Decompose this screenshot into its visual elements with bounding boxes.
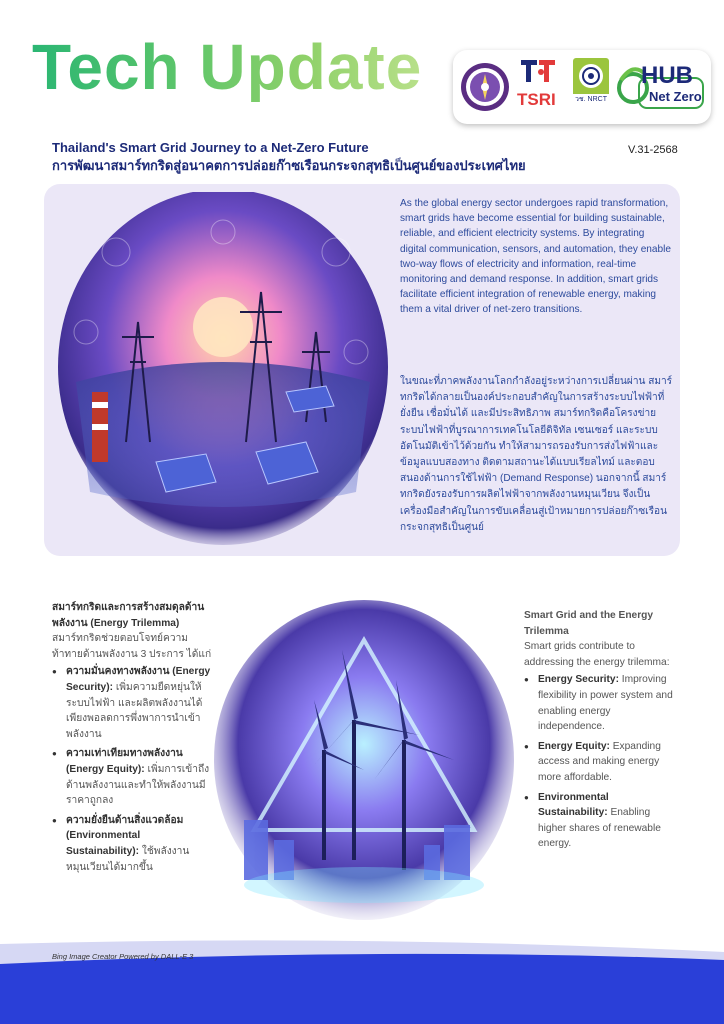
item-text: ใช้พลังงานหมุนเวียนได้มากขึ้น (66, 845, 190, 873)
hub-net-zero-logo (615, 58, 707, 116)
list-item (524, 790, 674, 852)
item-label: Energy Equity: (538, 740, 610, 752)
nrct-logo (573, 58, 609, 116)
version-label: V.31-2568 (628, 144, 678, 156)
section-title-en: Smart Grid and the Energy Trilemma (524, 610, 654, 637)
item-text: เพิ่มการเข้าถึงด้านพลังงานและทำให้พลังงานมีราคาถูกลง (66, 763, 210, 807)
nrct-label: วช. NRCT (573, 94, 609, 117)
list-item (52, 664, 212, 742)
item-text: Enabling higher shares of renewable energy. (538, 807, 661, 850)
page-title: Tech Update (32, 31, 423, 103)
list-item (524, 739, 674, 786)
item-label: ความเท่าเทียมทางพลังงาน (Energy Equity): (66, 748, 183, 775)
trilemma-list-en (524, 672, 674, 852)
list-item (52, 746, 212, 808)
nrct-emblem-icon (573, 58, 609, 94)
item-text: Expanding access and making energy more affordable. (538, 740, 661, 783)
wind-turbine-illustration (214, 600, 514, 920)
item-text: เพิ่มความยืดหยุ่นให้ระบบไฟฟ้า และผลิตพลังงานได้เพียงพอลดการพึ่งพาการนำเข้าพลังงาน (66, 681, 203, 740)
net-zero-label: Net Zero (649, 89, 702, 104)
footer-wave (0, 934, 724, 1024)
section-intro-th: สมาร์ทกริดช่วยตอบโจทย์ความท้าทายด้านพลังงาน 3 ประการ ได้แก่ (52, 633, 212, 660)
partner-logos (453, 50, 711, 124)
section-title-th: สมาร์ทกริดและการสร้างสมดุลด้านพลังงาน (Energy Trilemma) (52, 602, 205, 629)
article-heading-th: การพัฒนาสมาร์ทกริดสู่อนาคตการปล่อยก๊าซเรือนกระจกสุทธิเป็นศูนย์ของประเทศไทย (52, 158, 526, 173)
tsri-label: TSRI (517, 90, 556, 109)
list-item (52, 813, 212, 875)
item-text: Improving flexibility in power system and enabling energy independence. (538, 674, 673, 733)
trilemma-list-th (52, 664, 212, 875)
smart-grid-city-illustration (56, 192, 390, 550)
intro-text-th: ในขณะที่ภาคพลังงานโลกกำลังอยู่ระหว่างการเปลี่ยนผ่าน สมาร์ทกริดได้กลายเป็นองค์ประกอบสำคัญในการสร้างระบบไฟฟ้าที่ยั่งยืน เชื่อมั่นได้ และมีประสิทธิภาพ สมาร์ทกริดคือโครงข่ายระบบไฟฟ้าที่บูรณาการเทคโนโลยีดิจิทัล เซนเซอร์ และระบบอัตโนมัติเข้าไว้ด้วยกัน ทำให้สามารถรองรับการส่งไฟฟ้าและข้อมูลแบบสองทาง ติดตามสถานะได้แบบเรียลไทม์ และตอบสนองด้านการใช้ไฟฟ้า (Demand Response) นอกจากนี้ สมาร์ทกริดยังรองรับการผลิตไฟฟ้าจากพลังงานหมุนเวียน จึงเป็นเครื่องมือสำคัญในการขับเคลื่อนสู่เป้าหมายการปล่อยก๊าซเรือนกระจกสุทธิเป็นศูนย์ (400, 376, 673, 533)
list-item (524, 672, 674, 734)
hub-label: HUB (641, 62, 693, 89)
tsri-logo (517, 58, 569, 116)
item-label: ความยั่งยืนด้านสิ่งแวดล้อม (Environmental Sustainability): (66, 814, 184, 857)
article-heading-en: Thailand's Smart Grid Journey to a Net-Zero Future (52, 140, 369, 155)
section-intro-en: Smart grids contribute to addressing the energy trilemma: (524, 641, 670, 668)
item-label: Energy Security: (538, 674, 619, 686)
ministry-seal-logo (459, 60, 511, 114)
item-label: Environmental Sustainability: (538, 791, 609, 819)
trilemma-section-th (52, 600, 212, 879)
intro-text-en: As the global energy sector undergoes rapid transformation, smart grids have become essential for building sustainable, reliable, and efficient electricity systems. By integrating digital communication, sensors, and automation, they enable two-way flows of electricity and information, real-time monitoring and demand response. In addition, smart grids facilitate efficient integration of renewable energy, making them a vital driver of net-zero transitions. (400, 198, 672, 316)
item-label: ความมั่นคงทางพลังงาน (Energy Security): (66, 666, 211, 693)
trilemma-section-en (524, 608, 674, 856)
tsri-mark-icon (519, 58, 559, 88)
image-credit: Bing Image Creator Powered by DALL-E 3 (52, 952, 194, 961)
